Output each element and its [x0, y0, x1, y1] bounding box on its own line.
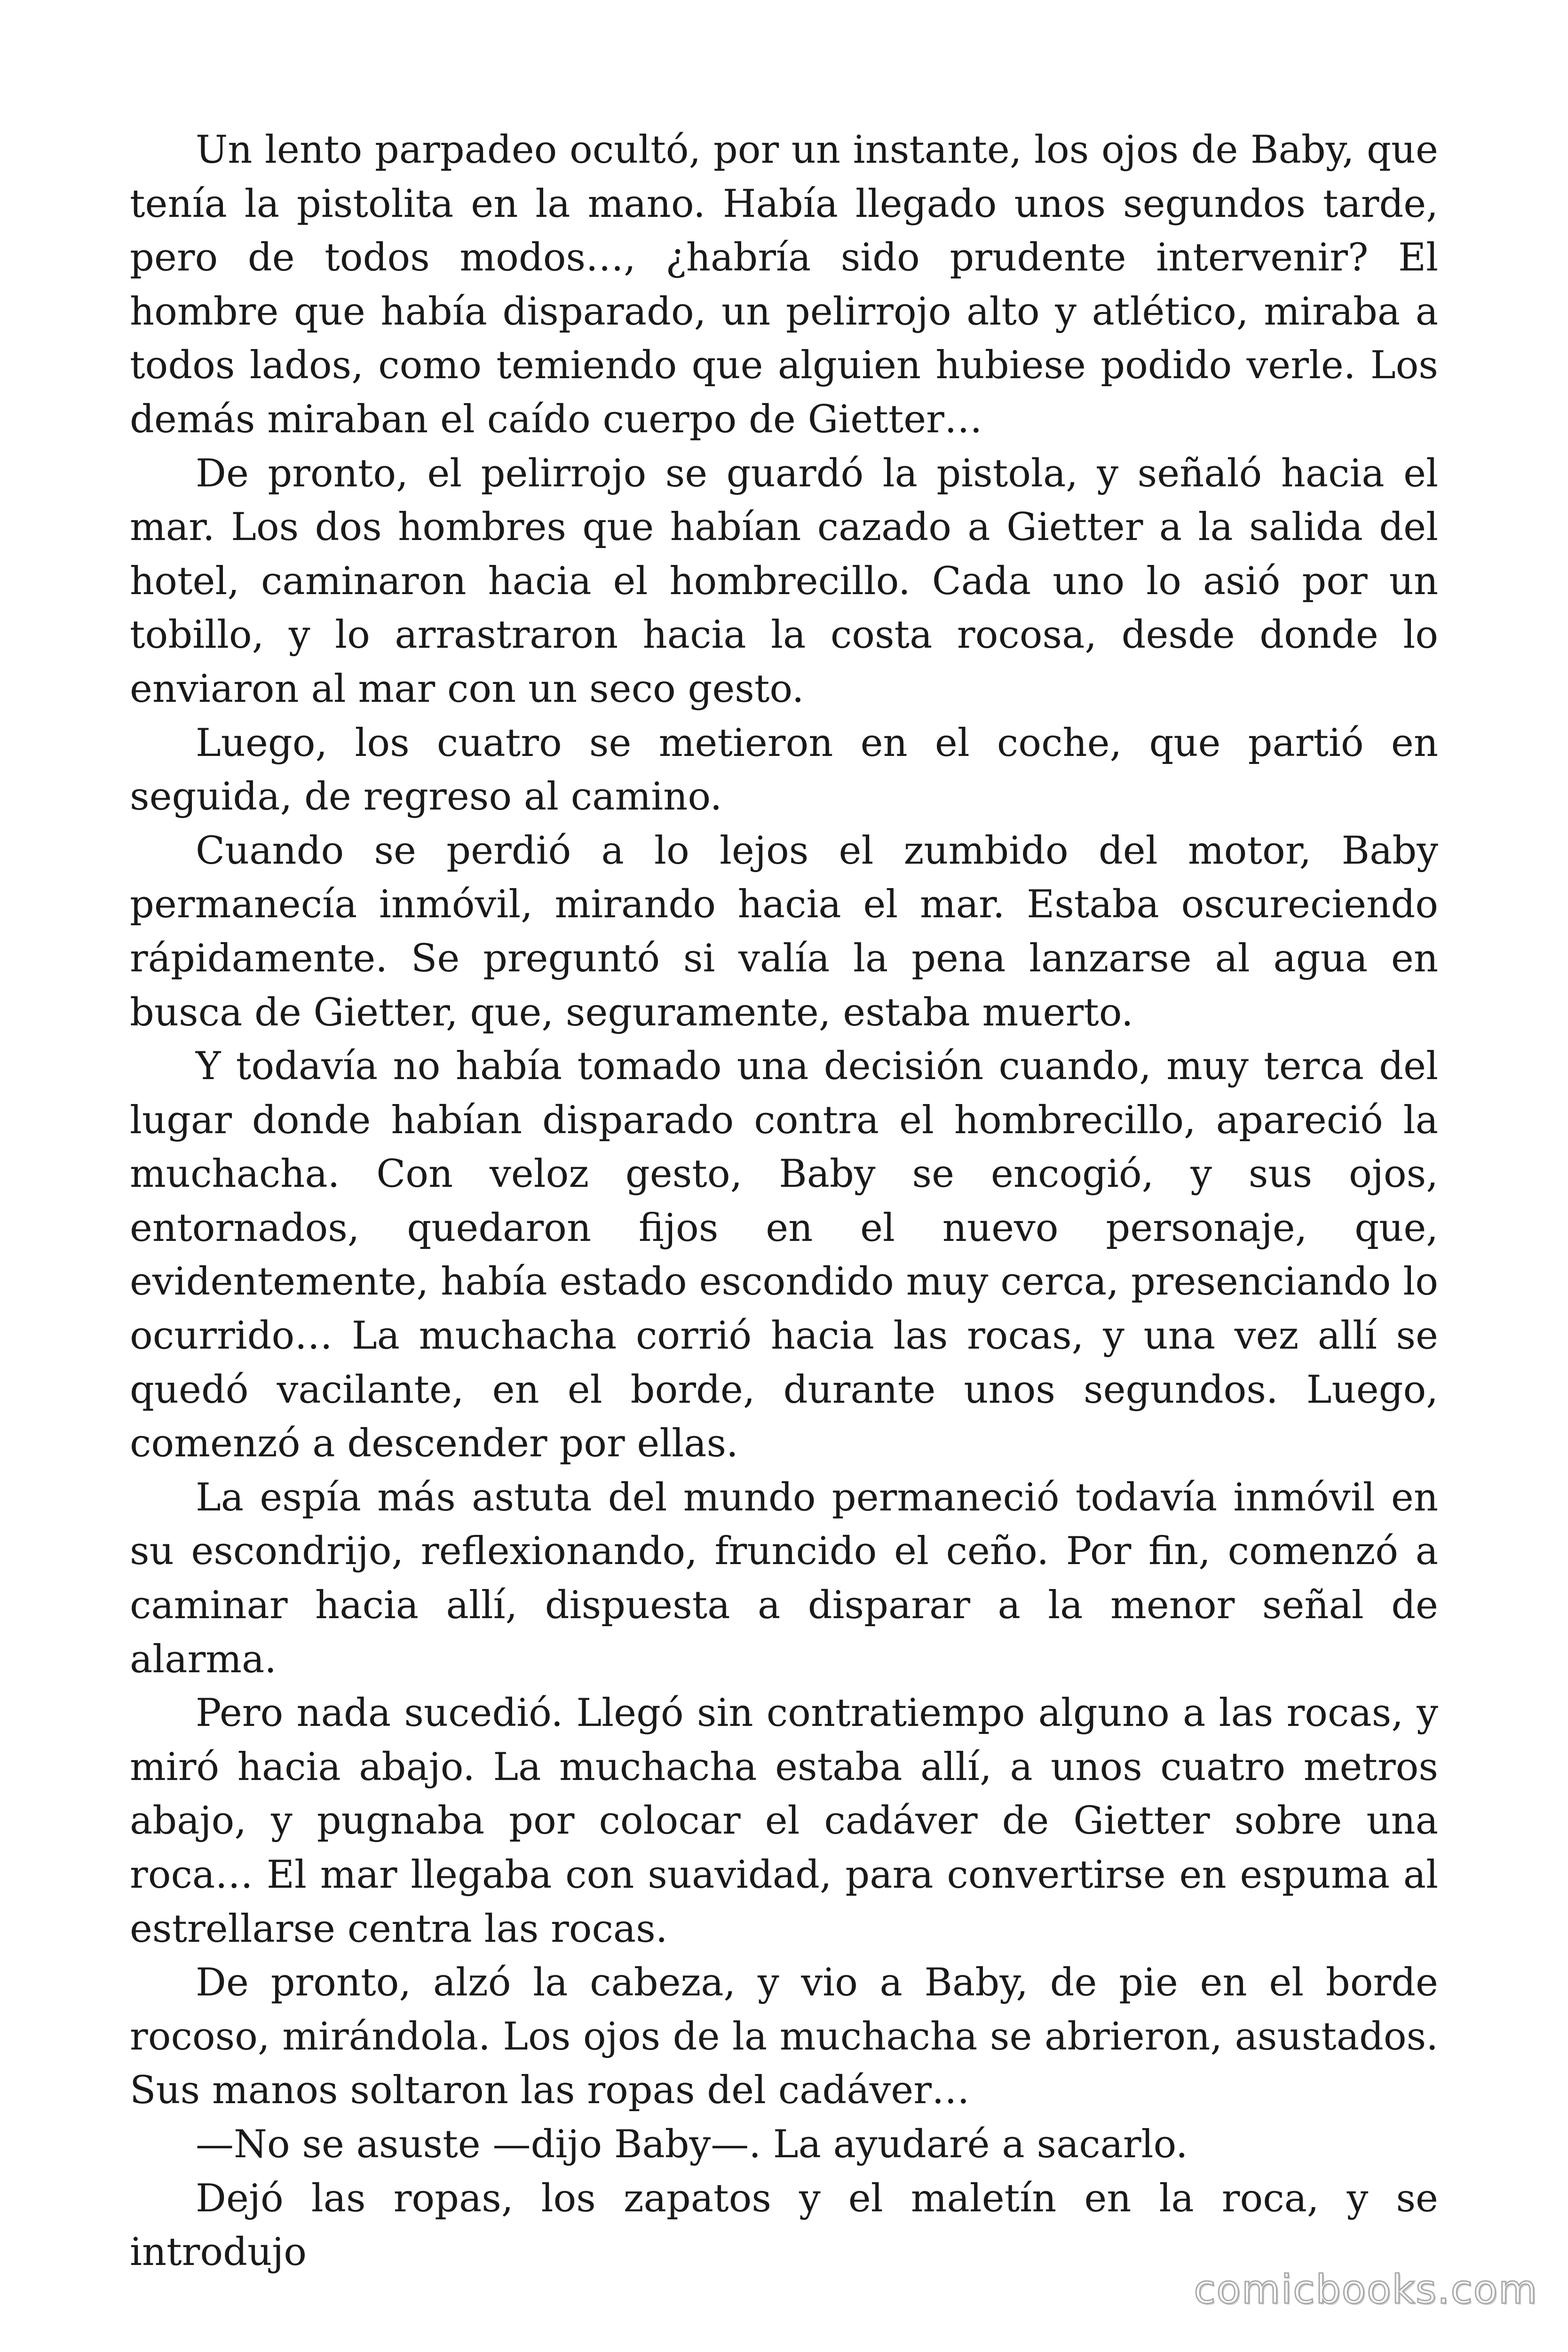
paragraph: Luego, los cuatro se metieron en el coche, que partió en seguida, de regreso al camino.: [130, 721, 1438, 819]
page-body-text: [130, 123, 1438, 2280]
paragraph: La espía más astuta del mundo permaneció todavía inmóvil en su escondrijo, reflexionando, fruncido el ceño. Por fin, comenzó a caminar hacia allí, dispuesta a disparar a la menor señal de alarma.: [130, 1475, 1438, 1682]
paragraph: De pronto, alzó la cabeza, y vio a Baby, de pie en el borde rocoso, mirándola. Los ojos de la muchacha se abrieron, asustados. Sus manos soltaron las ropas del cadáver…: [130, 1961, 1438, 2113]
paragraph: Y todavía no había tomado una decisión cuando, muy terca del lugar donde habían disparado contra el hombrecillo, apareció la muchacha. Con veloz gesto, Baby se encogió, y sus ojos, entornados, quedaron fijos en el nuevo personaje, que, evidentemente, había estado escondido muy cerca, presenciando lo ocurrido… La muchacha corrió hacia las rocas, y una vez allí se quedó vacilante, en el borde, durante unos segundos. Luego, comenzó a descender por ellas.: [130, 1044, 1438, 1466]
paragraph: Dejó las ropas, los zapatos y el maletín en la roca, y se introdujo: [130, 2176, 1438, 2275]
paragraph: Cuando se perdió a lo lejos el zumbido del motor, Baby permanecía inmóvil, mirando hacia el mar. Estaba oscureciendo rápidamente. Se preguntó si valía la pena lanzarse al agua en busca de Gietter, que, seguramente, estaba muerto.: [130, 828, 1438, 1035]
paragraph: Pero nada sucedió. Llegó sin contratiempo alguno a las rocas, y miró hacia abajo. La muchacha estaba allí, a unos cuatro metros abajo, y pugnaba por colocar el cadáver de Gietter sobre una roca… El mar llegaba con suavidad, para convertirse en espuma al estrellarse centra las rocas.: [130, 1691, 1438, 1951]
paragraph: Un lento parpadeo ocultó, por un instante, los ojos de Baby, que tenía la pistolita en la mano. Había llegado unos segundos tarde, pero de todos modos…, ¿habría sido prudente intervenir? El hombre que había disparado, un pelirrojo alto y atlético, miraba a todos lados, como temiendo que alguien hubiese podido verle. Los demás miraban el caído cuerpo de Gietter…: [130, 128, 1438, 442]
paragraph: De pronto, el pelirrojo se guardó la pistola, y señaló hacia el mar. Los dos hombres que habían cazado a Gietter a la salida del hotel, caminaron hacia el hombrecillo. Cada uno lo asió por un tobillo, y lo arrastraron hacia la costa rocosa, desde donde lo enviaron al mar con un seco gesto.: [130, 451, 1438, 711]
watermark: comicbooks.com: [1194, 2266, 1538, 2312]
paragraph: —No se asuste —dijo Baby—. La ayudaré a sacarlo.: [196, 2122, 1188, 2167]
